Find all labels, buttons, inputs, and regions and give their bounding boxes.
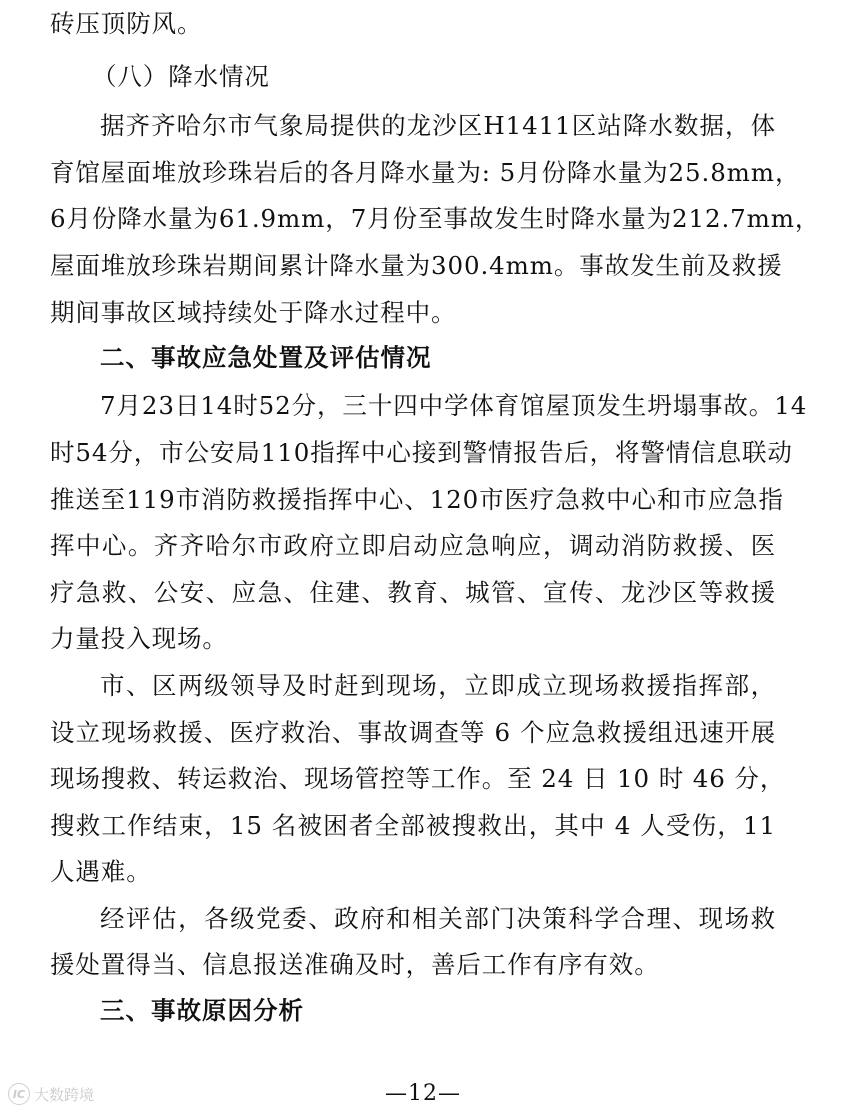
paragraph-line: 7月23日14时52分，三十四中学体育馆屋顶发生坍塌事故。14 (100, 391, 808, 420)
paragraph-line: 经评估，各级党委、政府和相关部门决策科学合理、现场救 (100, 904, 776, 933)
paragraph-line: 屋面堆放珍珠岩期间累计降水量为300.4mm。事故发生前及救援 (50, 251, 783, 280)
paragraph-line: 力量投入现场。 (50, 624, 228, 653)
section-heading: 三、事故原因分析 (100, 996, 304, 1025)
subsection-heading: （八）降水情况 (92, 62, 270, 91)
paragraph-line: 设立现场救援、医疗救治、事故调查等 6 个应急救援组迅速开展 (50, 718, 776, 747)
paragraph-line: 援处置得当、信息报送准确及时，善后工作有序有效。 (50, 950, 660, 979)
watermark (8, 1083, 94, 1105)
watermark-logo-icon: IC (8, 1083, 30, 1105)
paragraph-line: 搜救工作结束，15 名被困者全部被搜救出，其中 4 人受伤，11 (50, 811, 776, 840)
paragraph-line: 挥中心。齐齐哈尔市政府立即启动应急响应，调动消防救援、医 (50, 531, 776, 560)
paragraph-line: 市、区两级领导及时赶到现场，立即成立现场救援指挥部， (100, 671, 776, 700)
paragraph-line: 育馆屋面堆放珍珠岩后的各月降水量为: 5月份降水量为25.8mm， (50, 158, 801, 187)
paragraph-line: 砖压顶防风。 (50, 9, 203, 38)
paragraph-line: 现场搜救、转运救治、现场管控等工作。至 24 日 10 时 46 分， (50, 764, 786, 793)
paragraph-line: 推送至119市消防救援指挥中心、120市医疗急救中心和市应急指 (50, 485, 784, 514)
section-heading: 二、事故应急处置及评估情况 (100, 343, 432, 372)
paragraph-line: 疗急救、公安、应急、住建、教育、城管、宣传、龙沙区等救援 (50, 578, 776, 607)
page-number: —12— (385, 1081, 461, 1106)
paragraph-line: 6月份降水量为61.9mm，7月份至事故发生时降水量为212.7mm， (50, 204, 821, 233)
paragraph-line: 人遇难。 (50, 857, 152, 886)
paragraph-line: 时54分，市公安局110指挥中心接到警情报告后，将警情信息联动 (50, 438, 793, 467)
paragraph-line: 据齐齐哈尔市气象局提供的龙沙区H1411区站降水数据，体 (100, 111, 776, 140)
watermark-text: 大数跨境 (34, 1085, 95, 1104)
paragraph-line: 期间事故区域持续处于降水过程中。 (50, 298, 457, 327)
